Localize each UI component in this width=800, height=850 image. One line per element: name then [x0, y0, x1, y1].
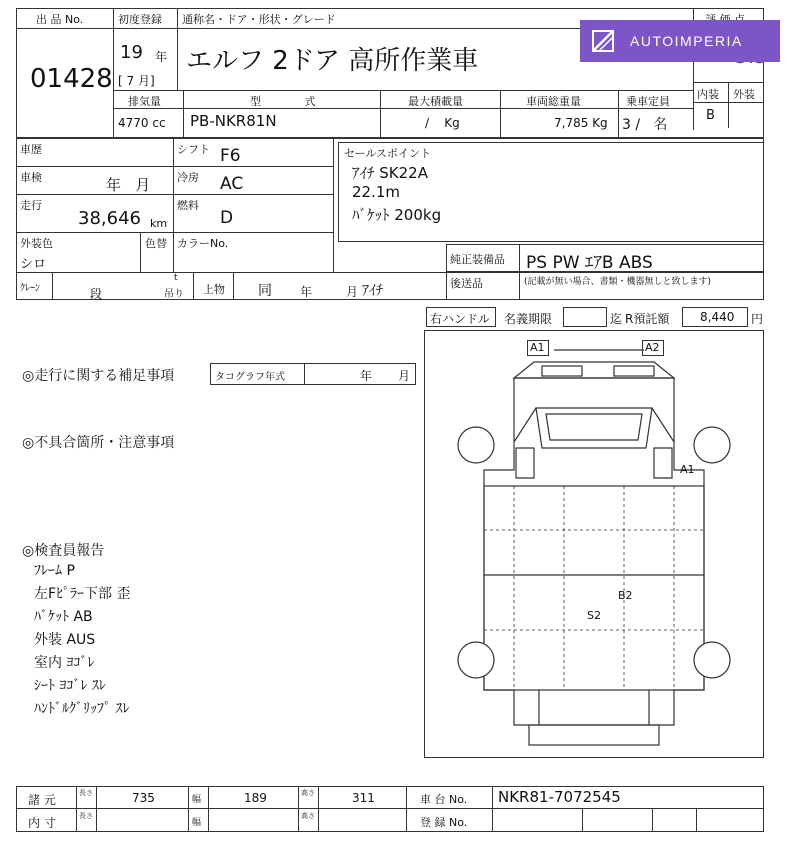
divider [52, 272, 53, 300]
first-reg-label: 初度登録 [118, 13, 162, 26]
mileage-label: 走行 [20, 199, 42, 212]
interior-label: 内装 [697, 88, 719, 101]
divider [233, 272, 234, 300]
height-value: 311 [352, 791, 375, 805]
divider [177, 8, 178, 90]
truck-outline [424, 330, 764, 758]
divider [16, 28, 114, 29]
divider [519, 244, 520, 300]
width-value: 189 [244, 791, 267, 805]
length-label-inner: 長さ [79, 812, 93, 820]
sales-point-3: ﾊﾞｹｯﾄ 200kg [352, 206, 442, 224]
max-load-value: / Kg [425, 116, 460, 130]
inspection-label: 車検 [20, 171, 42, 184]
upper-label: 上物 [203, 283, 225, 296]
logo-text: AUTOIMPERIA [630, 33, 743, 49]
logo-mark-icon [590, 28, 616, 54]
inspector-title: ◎検査員報告 [22, 543, 105, 559]
type-label: 型 式 [250, 95, 316, 108]
divider [173, 138, 174, 272]
delivery-label: 後送品 [450, 277, 483, 290]
divider [76, 786, 77, 832]
divider [304, 363, 305, 385]
divider [446, 272, 447, 300]
inspector-item: ﾊﾝﾄﾞﾙｸﾞﾘｯﾌﾟ ｽﾚ [34, 701, 130, 717]
divider [208, 786, 209, 832]
divider [193, 272, 194, 300]
divider [183, 90, 184, 138]
damage-label-a1-side: A1 [680, 463, 695, 476]
exterior-color-label: 外装色 [20, 237, 53, 250]
type-value: PB-NKR81N [190, 112, 277, 130]
divider [318, 786, 319, 832]
height-label: 高さ [301, 789, 315, 797]
divider [333, 138, 334, 272]
driving-notes-title: ◎走行に関する補足事項 [22, 368, 175, 384]
model-grade-label: 通称名・ドア・形状・グレード [182, 13, 336, 26]
damage-label-a1: A1 [530, 341, 545, 354]
tacho-year: 年 [360, 369, 373, 383]
equipment-value: PS PW ｴｱB ABS [526, 253, 653, 273]
sales-point-2: 22.1m [352, 183, 401, 201]
first-reg-month: [ 7 月] [118, 74, 155, 88]
divider [113, 108, 693, 109]
divider [16, 166, 334, 167]
inspector-item: ﾌﾚｰﾑ P [34, 563, 75, 579]
equipment-label: 純正装備品 [450, 253, 505, 266]
inspection-value: 年 月 [106, 176, 151, 194]
damage-label-s2: S2 [587, 609, 601, 622]
fuel-label: 燃料 [177, 199, 199, 212]
upper-month: 月 [346, 285, 359, 299]
color-no-label: カラーNo. [177, 237, 229, 250]
divider [406, 786, 407, 832]
capacity-value: 3 / 名 [622, 117, 668, 133]
upper-maker: ｱｲﾁ [362, 283, 383, 299]
dims-label: 諸 元 [28, 793, 56, 807]
displacement-value: 4770 cc [118, 116, 166, 130]
divider [696, 808, 697, 832]
damage-label-b2: B2 [618, 589, 633, 602]
year-label: 年 [155, 50, 168, 64]
inspector-item: ｼｰﾄ ﾖｺﾞﾚ ｽﾚ [34, 678, 106, 694]
lot-number: 01428 [30, 64, 113, 94]
lot-no-label: 出 品 No. [36, 13, 84, 26]
divider [96, 786, 97, 832]
divider [380, 90, 381, 138]
displacement-label: 排気量 [128, 95, 161, 108]
shift-value: F6 [220, 146, 241, 166]
chassis-value: NKR81-7072545 [498, 788, 621, 806]
length-value: 735 [132, 791, 155, 805]
mileage-value: 38,646 [78, 208, 141, 229]
reg-label: 登 録 No. [420, 816, 468, 829]
color-change-label: 色替 [145, 237, 167, 250]
divider [113, 90, 693, 91]
divider [728, 82, 729, 128]
fuel-value: D [220, 208, 234, 228]
divider [140, 232, 141, 272]
recycle-label: R預託額 [625, 312, 670, 326]
recycle-unit: 円 [751, 312, 764, 326]
chassis-label: 車 台 No. [420, 793, 468, 806]
inner-label: 内 寸 [28, 816, 56, 830]
first-reg-year: 19 [120, 42, 143, 63]
gross-weight-label: 車両総重量 [526, 95, 581, 108]
inspector-item: 左Fﾋﾟﾗｰ下部 歪 [34, 586, 131, 602]
width-label: 幅 [192, 795, 202, 805]
mileage-unit: km [150, 217, 168, 230]
steering-value: 右ハンドル [430, 312, 491, 326]
delivery-note: (記載が無い場合、書類・機器無しと致します) [524, 277, 712, 287]
capacity-label: 乗車定員 [626, 95, 670, 108]
divider [188, 786, 189, 832]
crane-stage: 段 [90, 287, 103, 301]
inspector-item: 外装 AUS [34, 632, 96, 648]
sales-points-label: セールスポイント [344, 147, 432, 160]
gross-weight-value: 7,785 Kg [554, 116, 608, 130]
history-label: 車歴 [20, 143, 42, 156]
height-label-inner: 高さ [301, 812, 315, 820]
length-label: 長さ [79, 789, 93, 797]
name-change-box [563, 307, 607, 327]
tacho-label: タコグラフ年式 [215, 372, 285, 383]
sales-point-1: ｱｲﾁ SK22A [352, 164, 428, 182]
damage-label-a2: A2 [645, 341, 660, 354]
ac-label: 冷房 [177, 171, 199, 184]
divider [582, 808, 583, 832]
divider [500, 90, 501, 138]
recycle-amount: 8,440 [700, 310, 735, 324]
divider [618, 90, 619, 138]
exterior-color-value: シロ [20, 257, 47, 272]
until-label: 迄 [610, 312, 623, 326]
divider [298, 786, 299, 832]
divider [16, 194, 334, 195]
divider [16, 232, 334, 233]
divider [492, 786, 493, 832]
width-label-inner: 幅 [192, 818, 202, 828]
upper-year: 年 [300, 285, 313, 299]
defects-title: ◎不具合箇所・注意事項 [22, 435, 175, 451]
interior-grade: B [706, 108, 715, 123]
crane-tonnage: t [174, 273, 178, 283]
crane-hang: 吊り [164, 289, 184, 300]
shift-label: シフト [177, 143, 210, 156]
upper-same: 同 [258, 283, 272, 299]
inspector-item: 室内 ﾖｺﾞﾚ [34, 655, 95, 671]
max-load-label: 最大積載量 [408, 95, 463, 108]
crane-label: ｸﾚｰﾝ [20, 283, 40, 294]
divider [652, 808, 653, 832]
exterior-label: 外装 [733, 88, 755, 101]
tacho-month: 月 [398, 369, 411, 383]
model-name: エルフ 2ドア 高所作業車 [186, 46, 479, 76]
autoimperia-logo [580, 20, 780, 62]
name-change-label: 名義期限 [504, 312, 553, 326]
ac-value: AC [220, 174, 244, 194]
inspector-item: ﾊﾞｹｯﾄ AB [34, 609, 93, 625]
